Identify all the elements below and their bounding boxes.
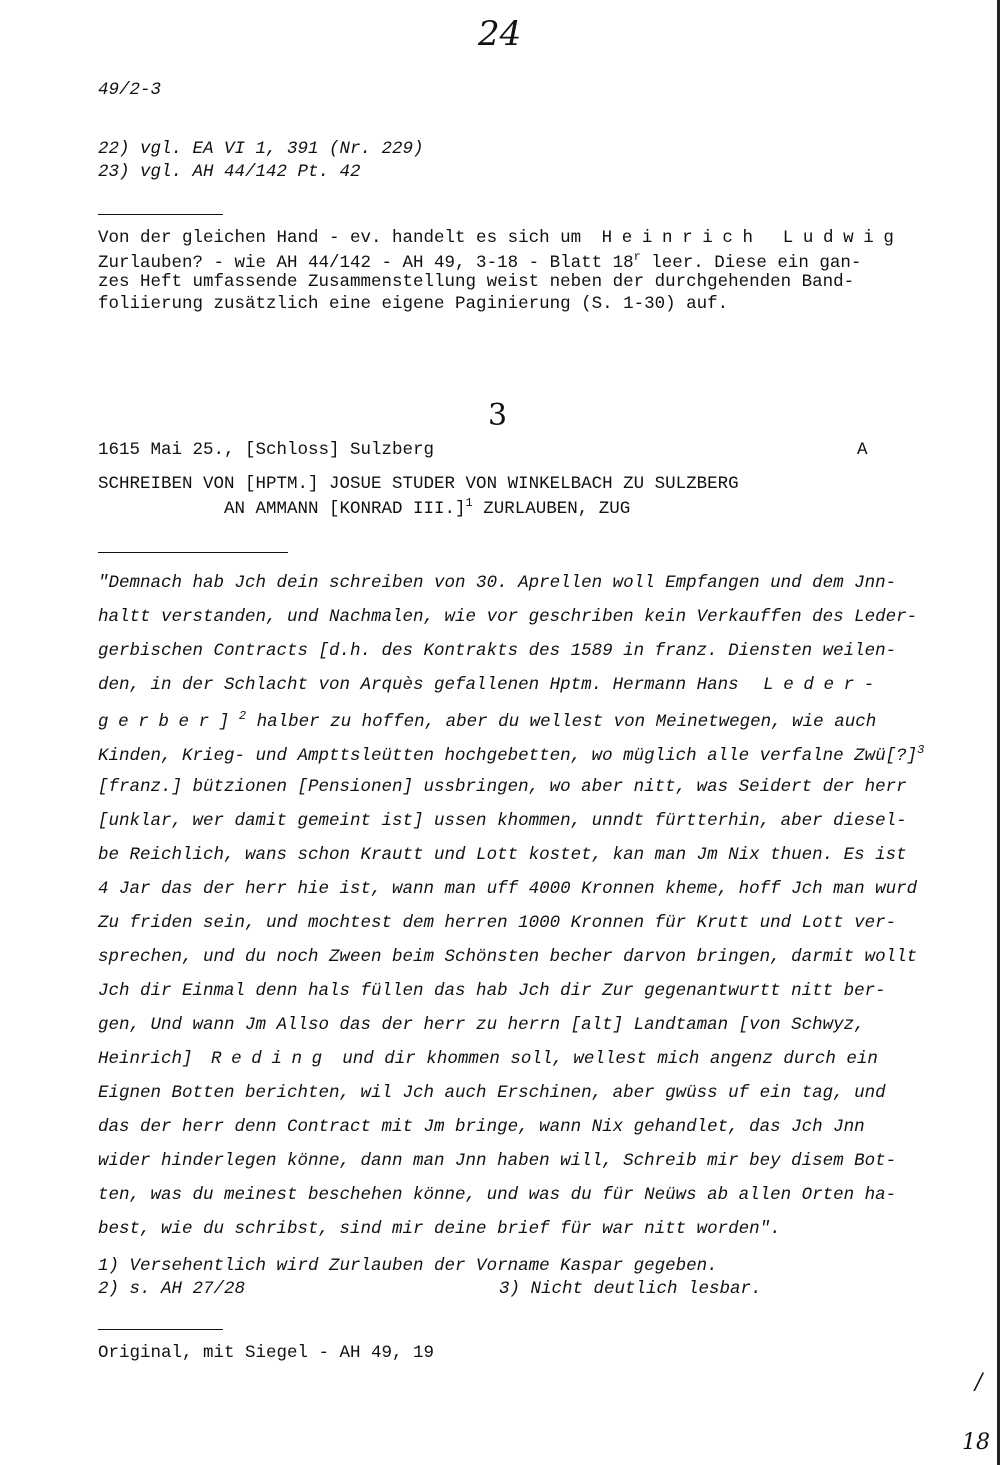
text-line: haltt verstanden, und Nachmalen, wie vor geschriben kein Verkauffen des Leder- bbox=[98, 607, 918, 627]
text: und dir khommen soll, wellest mich angenz durch ein bbox=[331, 1049, 878, 1069]
separator-rule bbox=[98, 1329, 223, 1330]
text-line: be Reichlich, wans schon Krautt und Lott kostet, kan man Jm Nix thuen. Es ist bbox=[98, 845, 907, 865]
text-line bbox=[98, 675, 884, 695]
preface-line-2 bbox=[98, 250, 861, 273]
separator-rule bbox=[98, 552, 288, 553]
text-line: Zu friden sein, und mochtest dem herren 1000 Kronnen für Krutt und Lott ver- bbox=[98, 913, 897, 933]
preface-text: Von der gleichen Hand - ev. handelt es sich um bbox=[98, 228, 582, 248]
corner-mark-check: / bbox=[975, 1370, 983, 1395]
entry-date-place: 1615 Mai 25., [Schloss] Sulzberg bbox=[98, 440, 435, 460]
preface-text: Zurlauben? - wie AH 44/142 - AH 49, 3-18 - Blatt 18 bbox=[98, 252, 634, 273]
footnote-marker: 1 bbox=[465, 496, 473, 510]
text-line: das der herr denn Contract mit Jm bringe, wann Nix gehandlet, das Jch Jnn bbox=[98, 1117, 865, 1137]
superscript: r bbox=[633, 250, 641, 264]
footnote-23: 23) vgl. AH 44/142 Pt. 42 bbox=[98, 162, 361, 182]
spaced-name: Heinrich Ludwig bbox=[601, 228, 904, 248]
entry-number: 3 bbox=[488, 398, 508, 433]
text-line: Jch dir Einmal denn hals füllen das hab Jch dir Zur gegenantwurtt nitt ber- bbox=[98, 981, 886, 1001]
text-line: wider hinderlegen könne, dann man Jnn haben will, Schreib mir bey disem Bot- bbox=[98, 1151, 897, 1171]
footnote-marker: 2 bbox=[238, 709, 247, 723]
entry-title-line-2 bbox=[224, 496, 630, 519]
text-line bbox=[98, 1049, 878, 1069]
title-text: ZURLAUBEN, ZUG bbox=[472, 498, 631, 519]
text-line: ten, was du meinest beschehen könne, und was du für Neüws ab allen Orten ha- bbox=[98, 1185, 897, 1205]
page-number: 24 bbox=[478, 14, 522, 54]
archive-reference: 49/2-3 bbox=[98, 80, 162, 100]
text: Kinden, Krieg- und Ampttsleütten hochgebetten, wo müglich alle verfalne Zwü[?] bbox=[98, 745, 918, 766]
text: Heinrich] bbox=[98, 1049, 193, 1069]
spaced-name: Reding bbox=[211, 1049, 332, 1069]
text-line: "Demnach hab Jch dein schreiben von 30. Aprellen woll Empfangen und dem Jnn- bbox=[98, 573, 897, 593]
text-line: gerbischen Contracts [d.h. des Kontrakts des 1589 in franz. Diensten weilen- bbox=[98, 641, 897, 661]
text-line bbox=[98, 709, 876, 732]
spaced-name: gerber] bbox=[98, 711, 239, 732]
footnote-3: 3) Nicht deutlich lesbar. bbox=[499, 1279, 762, 1299]
preface-line-3: zes Heft umfassende Zusammenstellung weist neben der durchgehenden Band- bbox=[98, 272, 855, 292]
text-line bbox=[98, 743, 924, 766]
footnote-marker: 3 bbox=[917, 743, 925, 757]
corner-mark-folio: 18 bbox=[962, 1430, 990, 1455]
preface-text: leer. Diese ein gan- bbox=[640, 252, 862, 273]
spaced-name: Leder- bbox=[763, 675, 884, 695]
entry-category: A bbox=[857, 440, 868, 460]
text-line: best, wie du schribst, sind mir deine brief für war nitt worden". bbox=[98, 1219, 781, 1239]
text-line: [unklar, wer damit gemeint ist] ussen khommen, unndt fürtterhin, aber diesel- bbox=[98, 811, 907, 831]
text-line: [franz.] bützionen [Pensionen] ussbringen, wo aber nitt, was Seidert der herr bbox=[98, 777, 907, 797]
footnote-1: 1) Versehentlich wird Zurlauben der Vorname Kaspar gegeben. bbox=[98, 1256, 718, 1276]
preface-line-4: foliierung zusätzlich eine eigene Paginierung (S. 1-30) auf. bbox=[98, 294, 729, 314]
separator-rule bbox=[98, 214, 223, 215]
text: den, in der Schlacht von Arquès gefallenen Hptm. Hermann Hans bbox=[98, 675, 739, 695]
text-line: Eignen Botten berichten, wil Jch auch Erschinen, aber gwüss uf ein tag, und bbox=[98, 1083, 886, 1103]
text: halber zu hoffen, aber du wellest von Meinetwegen, wie auch bbox=[246, 711, 877, 732]
text-line: 4 Jar das der herr hie ist, wann man uff 4000 Kronnen kheme, hoff Jch man wurd bbox=[98, 879, 918, 899]
entry-title-line-1: SCHREIBEN VON [HPTM.] JOSUE STUDER VON WINKELBACH ZU SULZBERG bbox=[98, 474, 739, 494]
text-line: gen, Und wann Jm Allso das der herr zu herrn [alt] Landtaman [von Schwyz, bbox=[98, 1015, 865, 1035]
preface-line-1 bbox=[98, 228, 904, 248]
text-line: sprechen, und du noch Zween beim Schönsten becher darvon bringen, darmit wollt bbox=[98, 947, 918, 967]
footnote-2: 2) s. AH 27/28 bbox=[98, 1279, 246, 1299]
title-text: AN AMMANN [KONRAD III.] bbox=[224, 498, 466, 519]
source-note: Original, mit Siegel - AH 49, 19 bbox=[98, 1343, 435, 1363]
footnote-22: 22) vgl. EA VI 1, 391 (Nr. 229) bbox=[98, 139, 424, 159]
